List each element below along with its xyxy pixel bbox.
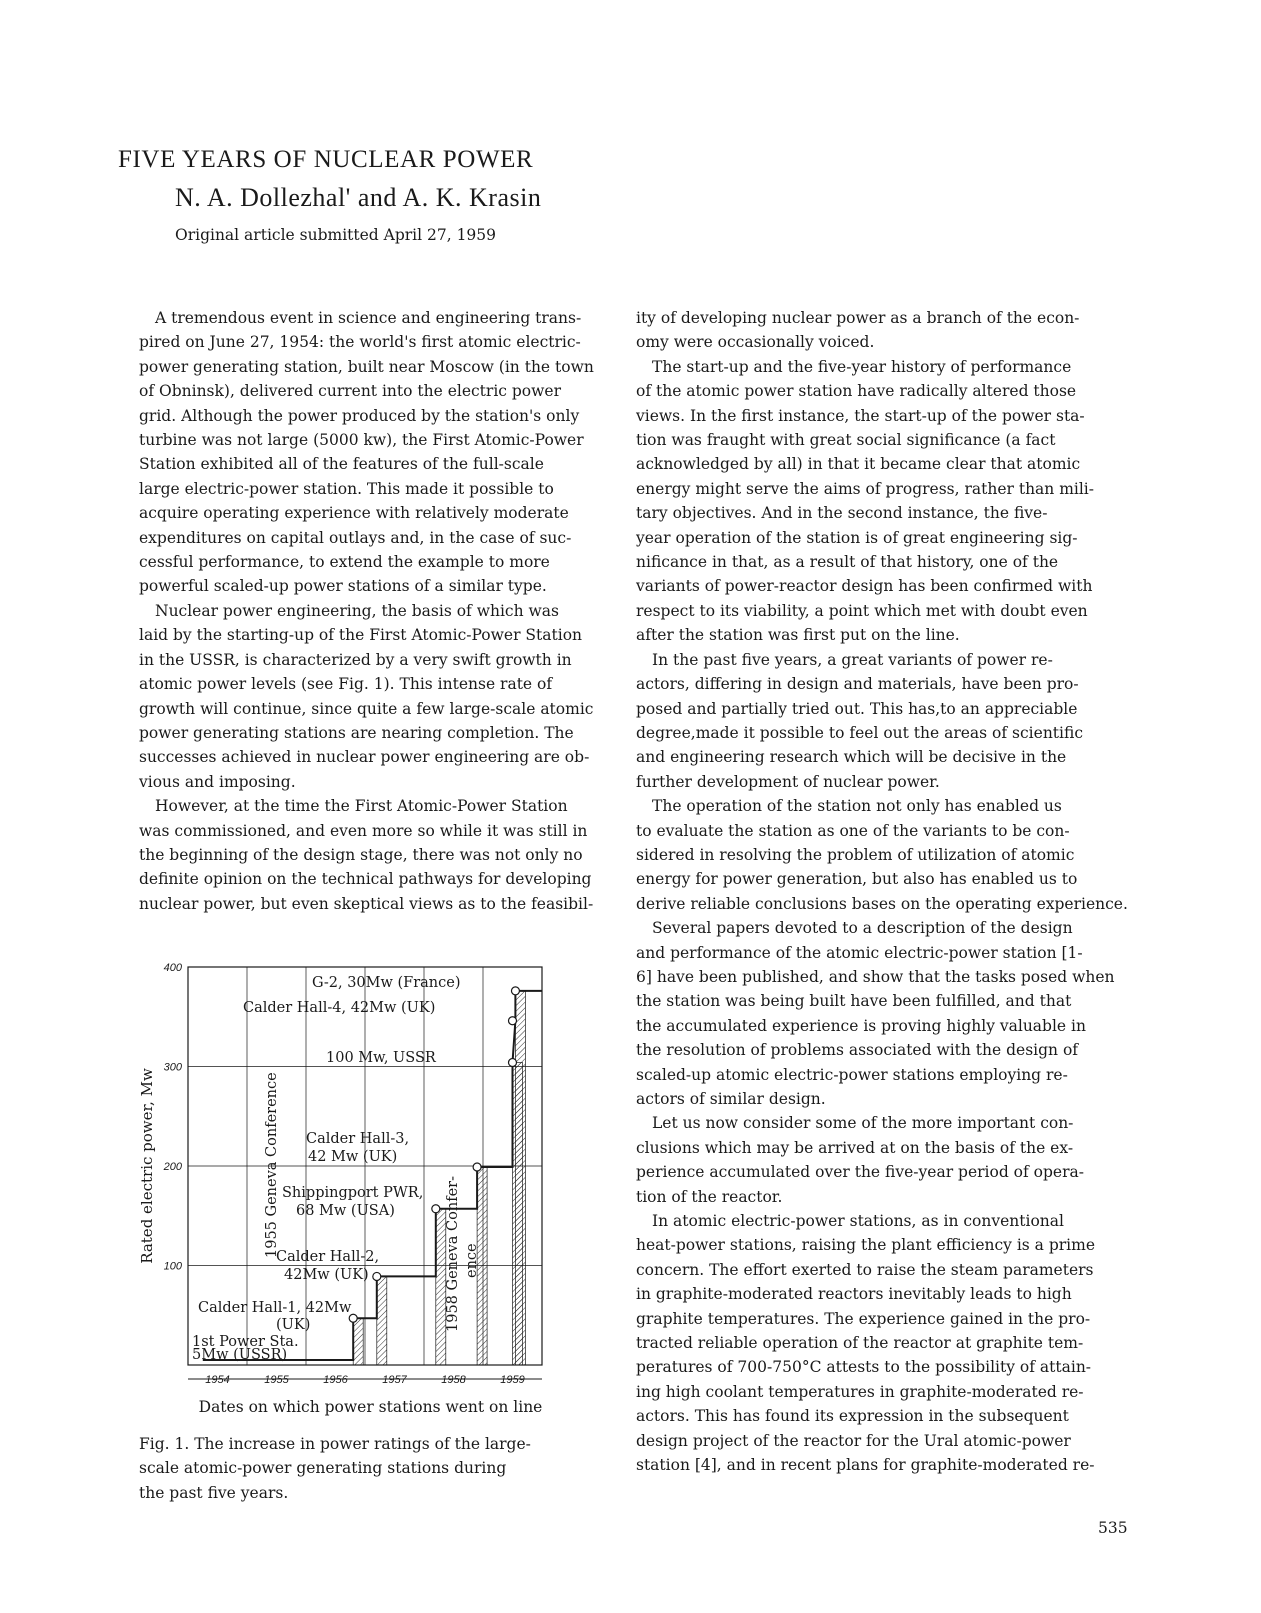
chart-annotation: 1st Power Sta. bbox=[192, 1334, 299, 1350]
text-line: views. In the first instance, the start-up of the power sta- bbox=[636, 406, 1085, 425]
text-line: heat-power stations, raising the plant efficiency is a prime bbox=[636, 1236, 1096, 1255]
text-line: Several papers devoted to a description of the design bbox=[652, 919, 1073, 938]
text-line: tracted reliable operation of the reactor at graphite tem- bbox=[636, 1334, 1084, 1353]
article-authors: N. A. Dollezhal' and A. K. Krasin bbox=[175, 183, 542, 212]
text-line: and performance of the atomic electric-power station [1- bbox=[636, 943, 1083, 962]
text-line: degree,made it possible to feel out the areas of scientific bbox=[636, 723, 1084, 742]
x-tick-label: 1959 bbox=[500, 1374, 525, 1386]
text-line: nificance in that, as a result of that history, one of the bbox=[636, 553, 1059, 572]
article-title: FIVE YEARS OF NUCLEAR POWER bbox=[118, 146, 534, 173]
figure-caption bbox=[139, 1432, 549, 1505]
text-line: of the atomic power station have radically altered those bbox=[636, 382, 1077, 401]
data-point bbox=[509, 1017, 517, 1025]
data-point bbox=[373, 1272, 381, 1280]
text-line: posed and partially tried out. This has,to an appreciable bbox=[636, 699, 1078, 718]
text-line: the beginning of the design stage, there was not only no bbox=[139, 845, 583, 864]
text-line: power generating stations are nearing completion. The bbox=[139, 723, 574, 742]
text-line: the resolution of problems associated with the design of bbox=[636, 1041, 1079, 1060]
chart-annotation: 100 Mw, USSR bbox=[326, 1050, 436, 1066]
text-line: further development of nuclear power. bbox=[636, 772, 940, 791]
x-tick-label: 1954 bbox=[205, 1374, 230, 1386]
text-line: definite opinion on the technical pathways for developing bbox=[139, 870, 592, 889]
text-line: actors of similar design. bbox=[636, 1090, 826, 1108]
chart-annotation: Calder Hall-2, bbox=[276, 1249, 380, 1265]
text-line: acknowledged by all) in that it became clear that atomic bbox=[636, 455, 1081, 474]
text-line: clusions which may be arrived at on the basis of the ex- bbox=[636, 1138, 1074, 1157]
hatched-step bbox=[515, 991, 525, 1365]
text-line: tary objectives. And in the second instance, the five- bbox=[636, 504, 1048, 523]
x-tick-label: 1956 bbox=[323, 1374, 348, 1386]
text-line: powerful scaled-up power stations of a similar type. bbox=[139, 577, 547, 596]
text-line: The start-up and the five-year history of performance bbox=[652, 357, 1072, 376]
text-line: of Obninsk), delivered current into the electric power bbox=[139, 382, 561, 401]
text-line: expenditures on capital outlays and, in the case of suc- bbox=[139, 528, 572, 547]
y-axis-label: Rated electric power, Mw bbox=[138, 1068, 156, 1264]
right-column bbox=[636, 306, 1136, 1478]
text-line: Nuclear power engineering, the basis of which was bbox=[155, 601, 559, 620]
text-line: growth will continue, since quite a few large-scale atomic bbox=[139, 699, 594, 718]
chart-annotation: Calder Hall-3, bbox=[306, 1131, 410, 1147]
text-line: graphite temperatures. The experience gained in the pro- bbox=[636, 1309, 1091, 1328]
submission-note: Original article submitted April 27, 1959 bbox=[175, 226, 497, 244]
y-tick-label: 300 bbox=[163, 1061, 182, 1074]
text-line: was commissioned, and even more so while it was still in bbox=[139, 821, 588, 840]
text-line: cessful performance, to extend the example to more bbox=[139, 553, 550, 572]
text-line: actors, differing in design and materials, have been pro- bbox=[636, 675, 1079, 694]
text-line: tion of the reactor. bbox=[636, 1187, 783, 1206]
text-line: ity of developing nuclear power as a branch of the econ- bbox=[636, 309, 1080, 327]
text-line: pired on June 27, 1954: the world's first atomic electric- bbox=[139, 333, 581, 352]
text-line: grid. Although the power produced by the station's only bbox=[139, 406, 580, 425]
chart-annotation: Calder Hall-4, 42Mw (UK) bbox=[243, 1000, 436, 1016]
text-line: to evaluate the station as one of the variants to be con- bbox=[636, 821, 1070, 840]
chart-annotation: 1958 Geneva Confer- bbox=[445, 1176, 461, 1332]
chart-annotation: 68 Mw (USA) bbox=[296, 1203, 395, 1219]
caption-line: the past five years. bbox=[139, 1483, 289, 1502]
text-line: omy were occasionally voiced. bbox=[636, 333, 875, 352]
text-line: energy for power generation, but also has enabled us to bbox=[636, 870, 1078, 889]
text-line: the station was being built have been fulfilled, and that bbox=[636, 992, 1072, 1011]
text-line: actors. This has found its expression in the subsequent bbox=[636, 1407, 1069, 1426]
text-line: vious and imposing. bbox=[139, 772, 296, 791]
chart-annotation: Calder Hall-1, 42Mw bbox=[198, 1300, 352, 1316]
power-growth-chart bbox=[130, 950, 550, 1400]
data-point bbox=[509, 1059, 517, 1067]
chart-annotation: (UK) bbox=[276, 1317, 311, 1333]
x-tick-label: 1958 bbox=[441, 1374, 466, 1386]
chart-annotation: 42Mw (UK) bbox=[284, 1267, 369, 1283]
text-line: laid by the starting-up of the First Atomic-Power Station bbox=[139, 626, 583, 645]
text-line: variants of power-reactor design has been confirmed with bbox=[636, 577, 1093, 596]
left-column bbox=[139, 306, 607, 916]
chart-annotation: ence bbox=[464, 1243, 480, 1278]
text-line: design project of the reactor for the Ural atomic-power bbox=[636, 1431, 1071, 1450]
text-line: Let us now consider some of the more important con- bbox=[652, 1114, 1074, 1133]
text-line: tion was fraught with great social significance (a fact bbox=[636, 431, 1056, 450]
text-line: derive reliable conclusions bases on the operating experience. bbox=[636, 894, 1128, 913]
text-line: peratures of 700-750°C attests to the possibility of attain- bbox=[636, 1358, 1092, 1377]
chart-x-caption: Dates on which power stations went on line bbox=[198, 1398, 543, 1416]
y-tick-label: 400 bbox=[163, 962, 182, 974]
caption-line: Fig. 1. The increase in power ratings of the large- bbox=[139, 1435, 531, 1453]
text-line: in graphite-moderated reactors inevitably leads to high bbox=[636, 1285, 1072, 1304]
text-line: scaled-up atomic electric-power stations employing re- bbox=[636, 1065, 1068, 1084]
chart-annotation: 1955 Geneva Conference bbox=[264, 1072, 280, 1258]
caption-line: scale atomic-power generating stations during bbox=[139, 1459, 507, 1478]
text-line: the accumulated experience is proving highly valuable in bbox=[636, 1016, 1086, 1035]
text-line: concern. The effort exerted to raise the steam parameters bbox=[636, 1260, 1094, 1279]
text-line: In the past five years, a great variants of power re- bbox=[652, 650, 1053, 669]
y-tick-label: 200 bbox=[163, 1161, 182, 1173]
text-line: station [4], and in recent plans for graphite-moderated re- bbox=[636, 1456, 1095, 1475]
data-point bbox=[432, 1205, 440, 1213]
text-line: sidered in resolving the problem of utilization of atomic bbox=[636, 845, 1075, 864]
text-line: turbine was not large (5000 kw), the First Atomic-Power bbox=[139, 431, 584, 450]
text-line: energy might serve the aims of progress, rather than mili- bbox=[636, 479, 1095, 498]
text-line: ing high coolant temperatures in graphite-moderated re- bbox=[636, 1382, 1084, 1401]
text-line: The operation of the station not only has enabled us bbox=[652, 797, 1062, 816]
text-line: successes achieved in nuclear power engineering are ob- bbox=[139, 748, 590, 767]
text-line: large electric-power station. This made it possible to bbox=[139, 479, 554, 498]
chart-annotation: Shippingport PWR, bbox=[282, 1185, 424, 1201]
text-line: nuclear power, but even skeptical views as to the feasibil- bbox=[139, 894, 594, 913]
hatched-step bbox=[377, 1276, 387, 1365]
y-tick-label: 100 bbox=[163, 1260, 182, 1273]
hatched-step bbox=[353, 1318, 363, 1365]
chart-annotation: 5Mw (USSR) bbox=[192, 1347, 288, 1363]
text-line: year operation of the station is of great engineering sig- bbox=[636, 528, 1078, 547]
text-line: in the USSR, is characterized by a very swift growth in bbox=[139, 650, 572, 669]
text-line: Station exhibited all of the features of the full-scale bbox=[139, 455, 544, 474]
text-line: acquire operating experience with relatively moderate bbox=[139, 504, 569, 523]
text-line: and engineering research which will be decisive in the bbox=[636, 748, 1067, 767]
data-point bbox=[473, 1163, 481, 1171]
text-line: 6] have been published, and show that the tasks posed when bbox=[636, 967, 1115, 986]
text-line: respect to its viability, a point which met with doubt even bbox=[636, 601, 1088, 620]
text-line: after the station was first put on the line. bbox=[636, 626, 960, 645]
text-line: A tremendous event in science and engineering trans- bbox=[155, 309, 582, 327]
chart-annotation: 42 Mw (UK) bbox=[308, 1149, 398, 1165]
x-tick-label: 1955 bbox=[264, 1374, 289, 1386]
text-line: atomic power levels (see Fig. 1). This intense rate of bbox=[139, 675, 553, 694]
text-line: In atomic electric-power stations, as in conventional bbox=[652, 1212, 1064, 1231]
page-number: 535 bbox=[1098, 1519, 1128, 1537]
text-line: perience accumulated over the five-year period of opera- bbox=[636, 1163, 1084, 1182]
chart-annotation: G-2, 30Mw (France) bbox=[312, 975, 461, 991]
text-line: However, at the time the First Atomic-Power Station bbox=[155, 797, 568, 816]
data-point bbox=[511, 987, 519, 995]
x-tick-label: 1957 bbox=[382, 1374, 407, 1386]
text-line: power generating station, built near Moscow (in the town bbox=[139, 357, 594, 376]
